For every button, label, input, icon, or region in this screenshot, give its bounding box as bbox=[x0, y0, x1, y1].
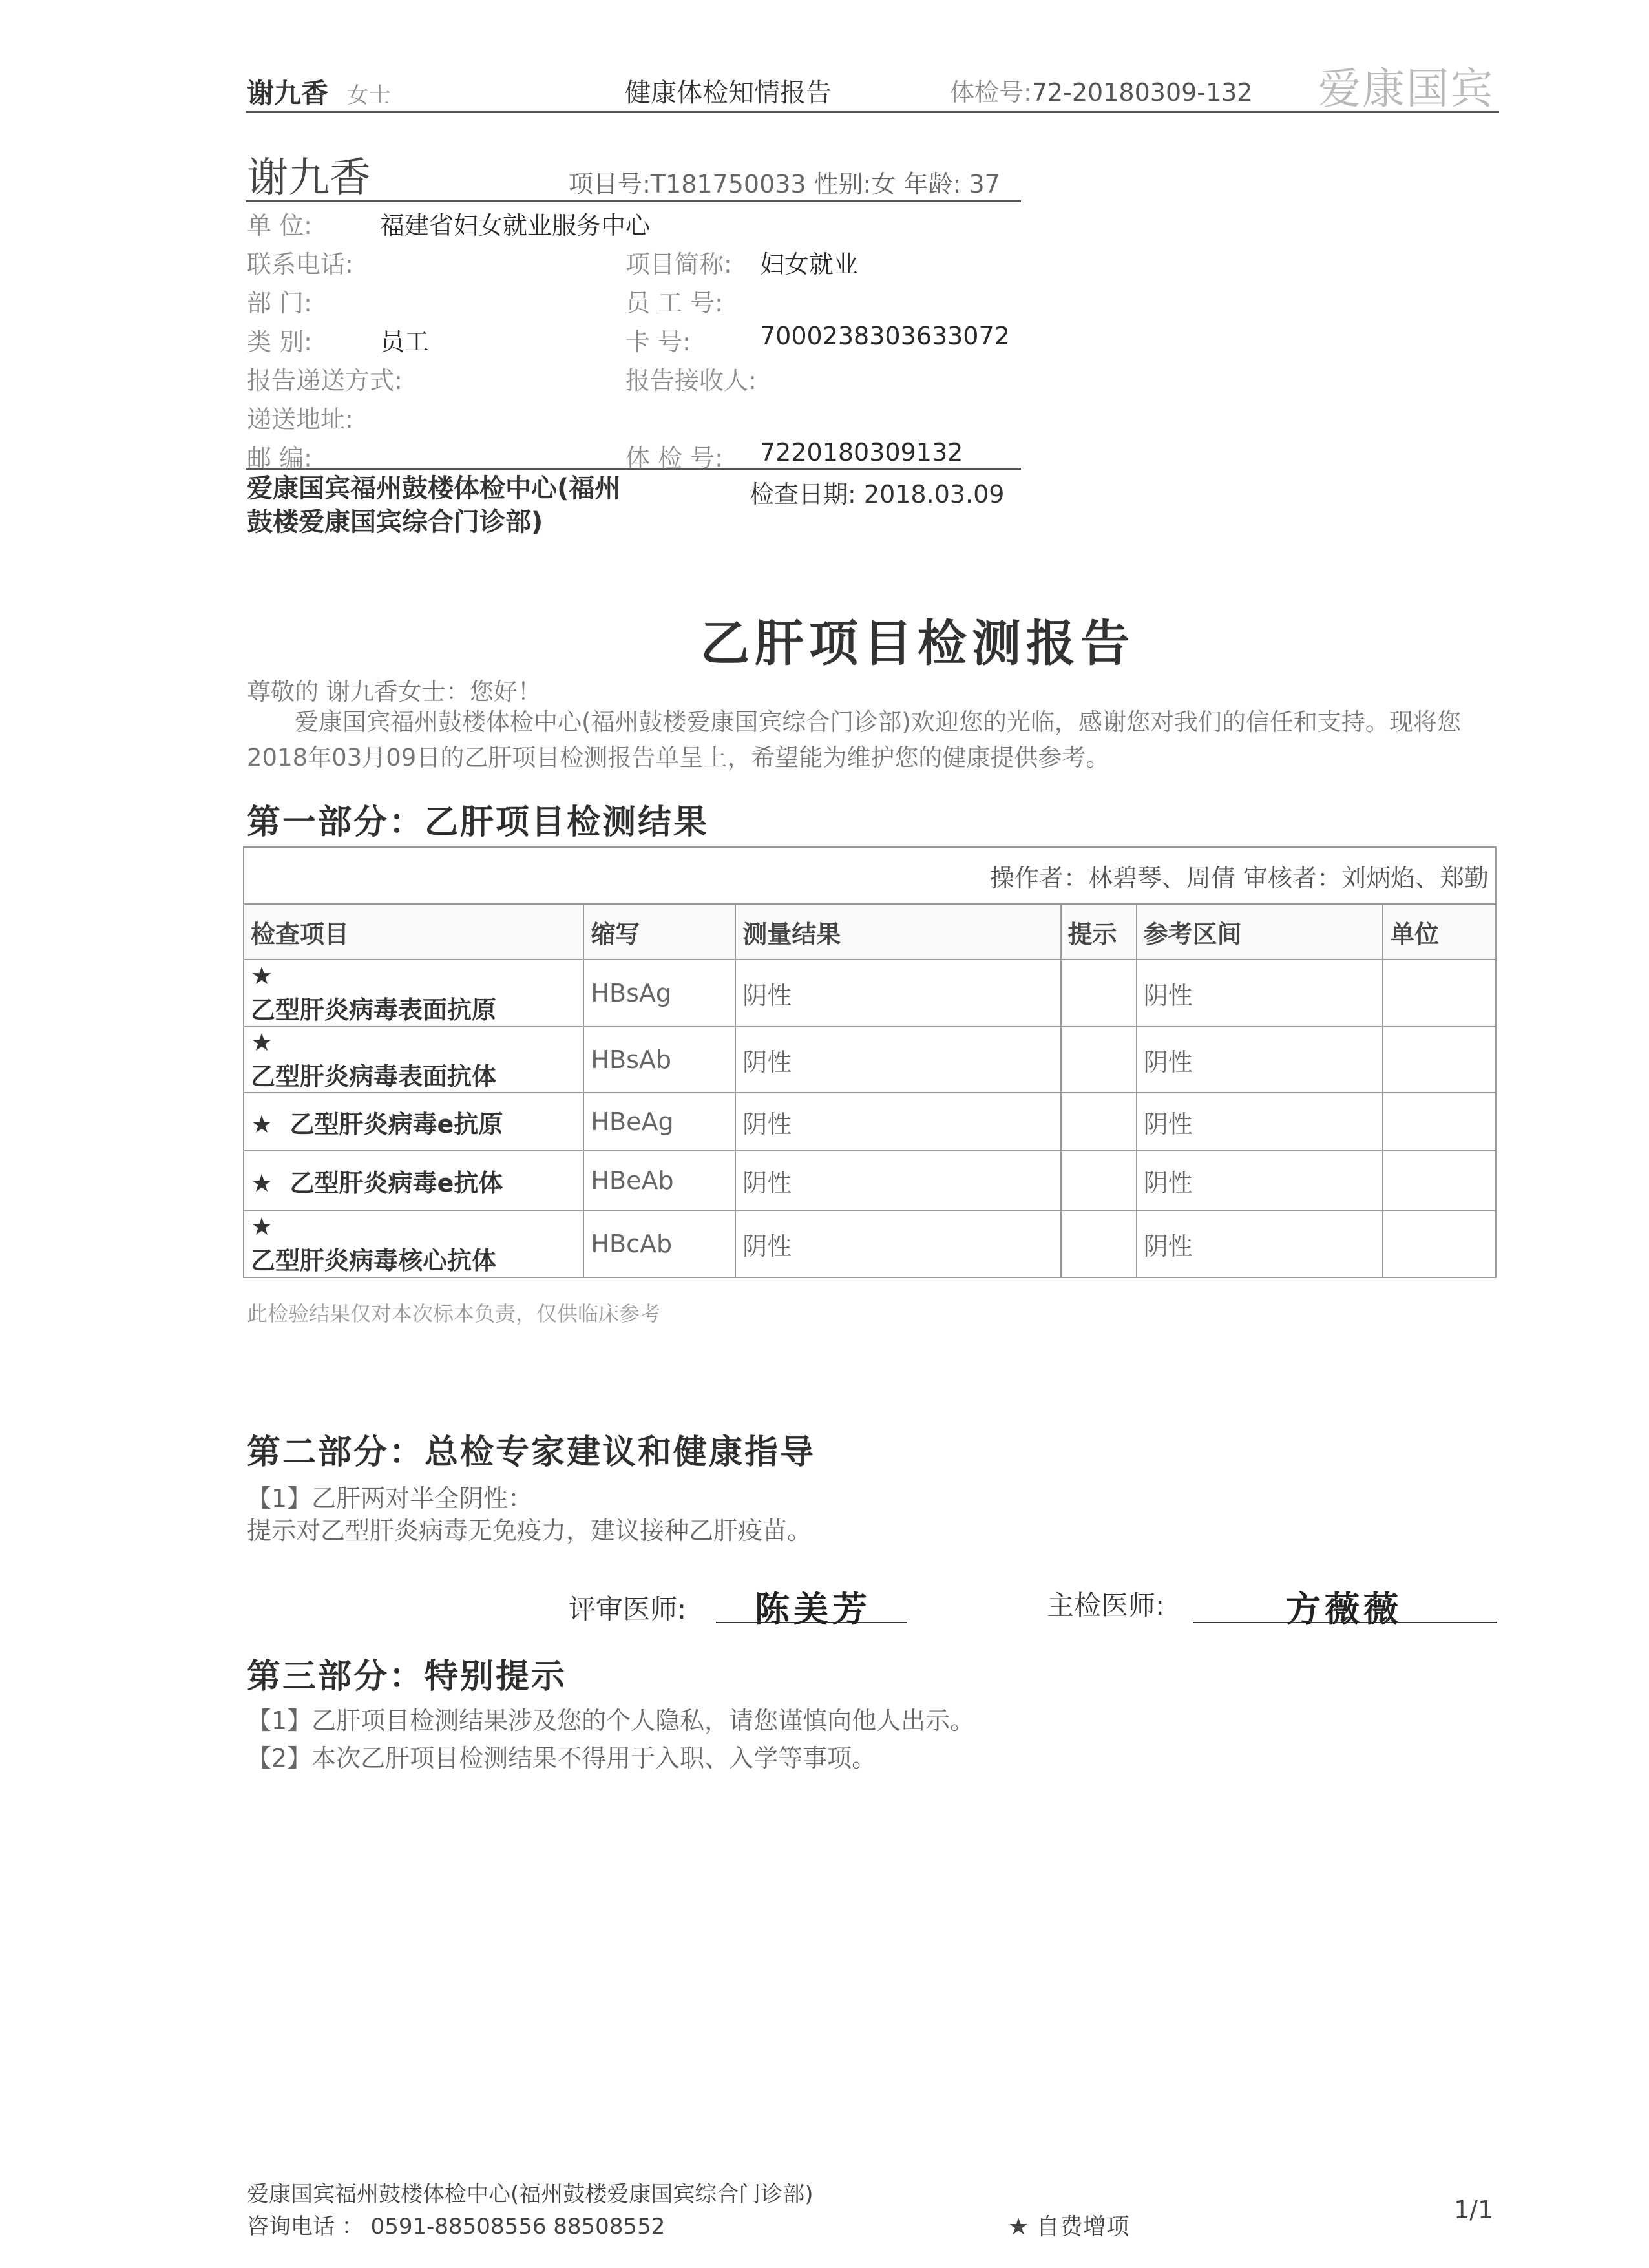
row-item: ★ 乙型肝炎病毒表面抗原 bbox=[244, 960, 583, 1027]
row-ref: 阴性 bbox=[1137, 960, 1383, 1027]
unit-value: 福建省妇女就业服务中心 bbox=[380, 211, 651, 240]
row-ref: 阴性 bbox=[1137, 1210, 1383, 1277]
receiver-label: 报告接收人: bbox=[625, 366, 757, 395]
row-unit bbox=[1383, 960, 1496, 1027]
row-item: ★ 乙型肝炎病毒核心抗体 bbox=[244, 1210, 583, 1277]
brand-logo: 爱康国宾 bbox=[1318, 64, 1494, 114]
exam-label: 体 检 号: bbox=[625, 444, 723, 472]
row-hint bbox=[1061, 1151, 1137, 1210]
exam-center-name: 爱康国宾福州鼓楼体检中心(福州鼓楼爱康国宾综合门诊部) bbox=[247, 474, 621, 537]
patient-divider-bottom bbox=[246, 468, 1021, 470]
col-header-result: 测量结果 bbox=[735, 904, 1060, 960]
row-unit bbox=[1383, 1027, 1496, 1093]
table-row bbox=[244, 1151, 1496, 1210]
card-label: 卡 号: bbox=[625, 328, 691, 356]
row-abbr: HBsAg bbox=[583, 960, 735, 1027]
row-result: 阴性 bbox=[735, 1151, 1060, 1210]
row-hint bbox=[1061, 960, 1137, 1027]
delivery-label: 报告递送方式: bbox=[247, 366, 403, 395]
star-icon: ★ bbox=[251, 961, 273, 990]
col-header-item: 检查项目 bbox=[244, 904, 583, 960]
card-value: 7000238303633072 bbox=[760, 322, 1010, 350]
star-icon: ★ bbox=[251, 1109, 273, 1139]
table-row bbox=[244, 1210, 1496, 1277]
table-row bbox=[244, 1027, 1496, 1093]
footer-star-note: ★ 自费增项 bbox=[1008, 2214, 1129, 2240]
category-value: 员工 bbox=[380, 328, 430, 356]
star-icon: ★ bbox=[251, 1168, 273, 1197]
project-value: 妇女就业 bbox=[760, 250, 859, 278]
row-unit bbox=[1383, 1093, 1496, 1151]
header-divider bbox=[246, 111, 1499, 113]
row-hint bbox=[1061, 1093, 1137, 1151]
row-unit bbox=[1383, 1151, 1496, 1210]
col-header-ref: 参考区间 bbox=[1137, 904, 1383, 960]
patient-name: 谢九香 bbox=[247, 154, 371, 202]
special-tip-1: 【1】乙肝项目检测结果涉及您的个人隐私，请您谨慎向他人出示。 bbox=[247, 1706, 975, 1735]
page-number: 1/1 bbox=[1454, 2196, 1494, 2224]
row-abbr: HBcAb bbox=[583, 1210, 735, 1277]
col-header-unit: 单位 bbox=[1383, 904, 1496, 960]
header-patient-name: 谢九香 女士 bbox=[247, 78, 391, 109]
header-exam-number: 体检号:72-20180309-132 bbox=[950, 78, 1253, 107]
row-result: 阴性 bbox=[735, 1093, 1060, 1151]
part2-heading: 第二部分：总检专家建议和健康指导 bbox=[247, 1433, 816, 1472]
row-hint bbox=[1061, 1210, 1137, 1277]
row-ref: 阴性 bbox=[1137, 1093, 1383, 1151]
table-row bbox=[244, 1093, 1496, 1151]
footer-phone: 咨询电话 ： 0591-88508556 88508552 bbox=[247, 2214, 666, 2240]
chief-signature: 方薇薇 bbox=[1286, 1588, 1402, 1630]
row-result: 阴性 bbox=[735, 1210, 1060, 1277]
intro-paragraph: 爱康国宾福州鼓楼体检中心(福州鼓楼爱康国宾综合门诊部)欢迎您的光临，感谢您对我们的信任和支持。现将您2018年03月09日的乙肝项目检测报告单呈上，希望能为维护您的健康提供参考。 bbox=[247, 708, 1461, 772]
star-icon: ★ bbox=[251, 1027, 273, 1056]
exam-value: 7220180309132 bbox=[760, 438, 963, 467]
reviewer-label: 评审医师: bbox=[569, 1593, 687, 1625]
advice-item-1: 【1】乙肝两对半全阴性： bbox=[247, 1484, 533, 1513]
report-main-title: 乙肝项目检测报告 bbox=[700, 614, 1135, 672]
part3-heading: 第三部分：特别提示 bbox=[247, 1657, 567, 1696]
zip-label: 邮 编: bbox=[247, 444, 312, 472]
table-row bbox=[244, 960, 1496, 1027]
row-result: 阴性 bbox=[735, 1027, 1060, 1093]
col-header-hint: 提示 bbox=[1061, 904, 1137, 960]
result-disclaimer: 此检验结果仅对本次标本负责，仅供临床参考 bbox=[247, 1301, 661, 1326]
operators-text: 操作者：林碧琴、周倩 审核者：刘炳焰、郑勤 bbox=[244, 847, 1496, 904]
row-item: ★ 乙型肝炎病毒e抗体 bbox=[244, 1151, 583, 1210]
col-header-abbr: 缩写 bbox=[583, 904, 735, 960]
header-title-suffix: 女士 bbox=[346, 83, 391, 109]
operators-row bbox=[244, 847, 1496, 904]
category-label: 类 别: bbox=[247, 328, 312, 356]
project-label: 项目简称: bbox=[625, 250, 732, 278]
greeting: 尊敬的 谢九香女士：您好！ bbox=[247, 678, 541, 706]
employee-no-label: 员 工 号: bbox=[625, 289, 723, 317]
special-tip-2: 【2】本次乙肝项目检测结果不得用于入职、入学等事项。 bbox=[247, 1744, 877, 1772]
row-ref: 阴性 bbox=[1137, 1151, 1383, 1210]
header-report-title: 健康体检知情报告 bbox=[625, 78, 832, 108]
patient-divider-top bbox=[246, 200, 1021, 202]
unit-label: 单 位: bbox=[247, 211, 312, 240]
table-header-row bbox=[244, 904, 1496, 960]
reviewer-signature: 陈美芳 bbox=[755, 1588, 871, 1630]
row-unit bbox=[1383, 1210, 1496, 1277]
row-ref: 阴性 bbox=[1137, 1027, 1383, 1093]
row-item: ★ 乙型肝炎病毒表面抗体 bbox=[244, 1027, 583, 1093]
phone-label: 联系电话: bbox=[247, 250, 353, 278]
dept-label: 部 门: bbox=[247, 289, 312, 317]
row-abbr: HBsAb bbox=[583, 1027, 735, 1093]
footer-org: 爱康国宾福州鼓楼体检中心(福州鼓楼爱康国宾综合门诊部) bbox=[247, 2181, 814, 2207]
results-table bbox=[243, 846, 1497, 1278]
patient-meta: 项目号:T181750033 性别:女 年龄: 37 bbox=[569, 170, 1000, 198]
row-hint bbox=[1061, 1027, 1137, 1093]
address-label: 递送地址: bbox=[247, 405, 353, 434]
star-icon: ★ bbox=[251, 1212, 273, 1241]
row-result: 阴性 bbox=[735, 960, 1060, 1027]
row-abbr: HBeAb bbox=[583, 1151, 735, 1210]
row-item: ★ 乙型肝炎病毒e抗原 bbox=[244, 1093, 583, 1151]
advice-item-1-detail: 提示对乙型肝炎病毒无免疫力，建议接种乙肝疫苗。 bbox=[247, 1517, 812, 1545]
check-date: 检查日期: 2018.03.09 bbox=[750, 480, 1005, 509]
chief-label: 主检医师: bbox=[1047, 1590, 1165, 1621]
part1-heading: 第一部分：乙肝项目检测结果 bbox=[247, 803, 709, 842]
row-abbr: HBeAg bbox=[583, 1093, 735, 1151]
